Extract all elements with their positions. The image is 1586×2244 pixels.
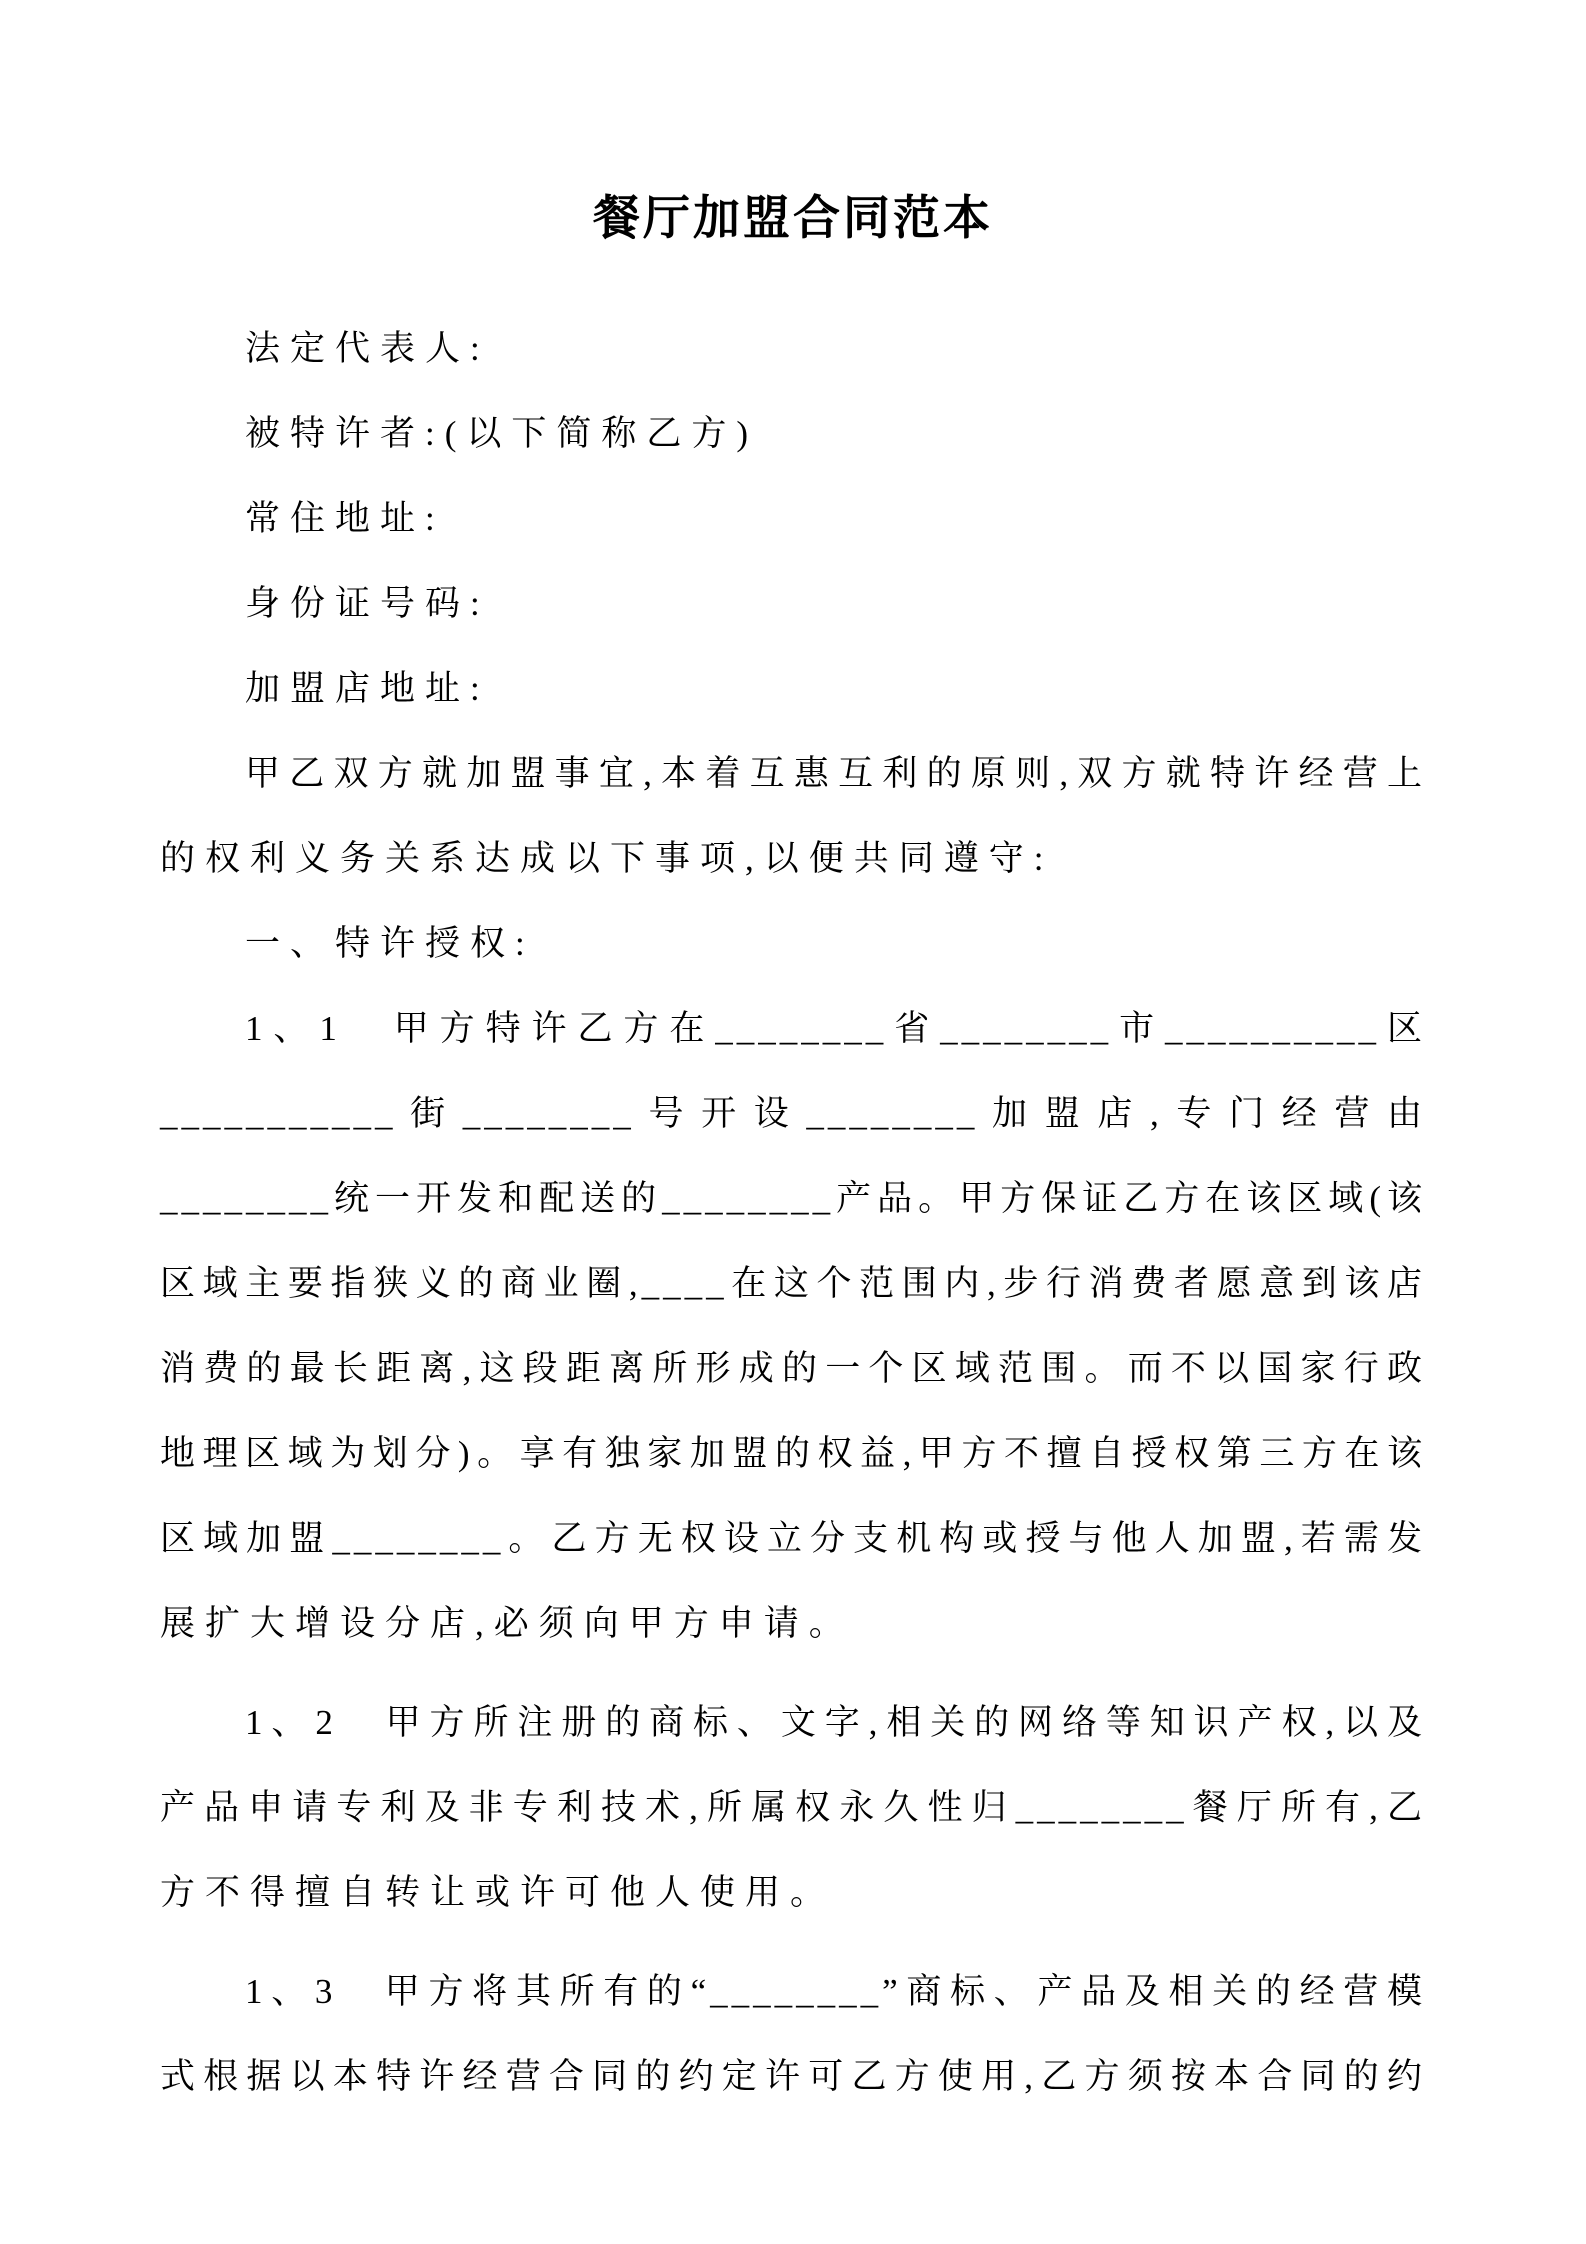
document-title: 餐厅加盟合同范本 — [593, 193, 993, 245]
document-line-franchisee: 被特许者:(以下简称乙方) — [245, 414, 759, 454]
document-line-preamble-2: 的权利义务关系达成以下事项,以便共同遵守: — [160, 839, 1054, 879]
document-line-clause-1-1-h: 展扩大增设分店,必须向甲方申请。 — [160, 1604, 854, 1644]
document-line-clause-1-3-b: 式根据以本特许经营合同的约定许可乙方使用,乙方须按本合同的约 — [160, 2057, 1426, 2097]
document-line-clause-1-1-f: 地理区域为划分)。享有独家加盟的权益,甲方不擅自授权第三方在该 — [160, 1434, 1426, 1474]
document-line-clause-1-1-a: 1、1 甲方特许乙方在________省________市__________区 — [245, 1009, 1426, 1049]
document-line-clause-1-1-b: ___________街________号开设________加盟店,专门经营由 — [160, 1094, 1426, 1134]
title-block — [160, 0, 1426, 246]
document-line-clause-1-3-a: 1、3 甲方将其所有的“________”商标、产品及相关的经营模 — [245, 1972, 1426, 2012]
document-line-clause-1-2-b: 产品申请专利及非专利技术,所属权永久性归________餐厅所有,乙 — [160, 1788, 1426, 1828]
document-line-clause-1-1-e: 消费的最长距离,这段距离所形成的一个区域范围。而不以国家行政 — [160, 1349, 1426, 1389]
document-line-permanent-address: 常住地址: — [245, 499, 445, 539]
document-line-legal-representative: 法定代表人: — [245, 329, 490, 369]
document-line-clause-1-1-d: 区域主要指狭义的商业圈,____在这个范围内,步行消费者愿意到该店 — [160, 1264, 1426, 1304]
document-line-clause-1-2-c: 方不得擅自转让或许可他人使用。 — [160, 1873, 836, 1913]
document-body — [160, 306, 1426, 2119]
document-line-store-address: 加盟店地址: — [245, 669, 490, 709]
document-line-section-1-heading: 一、特许授权: — [245, 924, 535, 964]
document-line-preamble-1: 甲乙双方就加盟事宜,本着互惠互利的原则,双方就特许经营上 — [245, 754, 1426, 794]
document-line-clause-1-2-a: 1、2 甲方所注册的商标、文字,相关的网络等知识产权,以及 — [245, 1703, 1426, 1743]
document-line-clause-1-1-c: ________统一开发和配送的________产品。甲方保证乙方在该区域(该 — [160, 1179, 1426, 1219]
document-line-clause-1-1-g: 区域加盟________。乙方无权设立分支机构或授与他人加盟,若需发 — [160, 1519, 1426, 1559]
document-line-id-number: 身份证号码: — [245, 584, 490, 624]
